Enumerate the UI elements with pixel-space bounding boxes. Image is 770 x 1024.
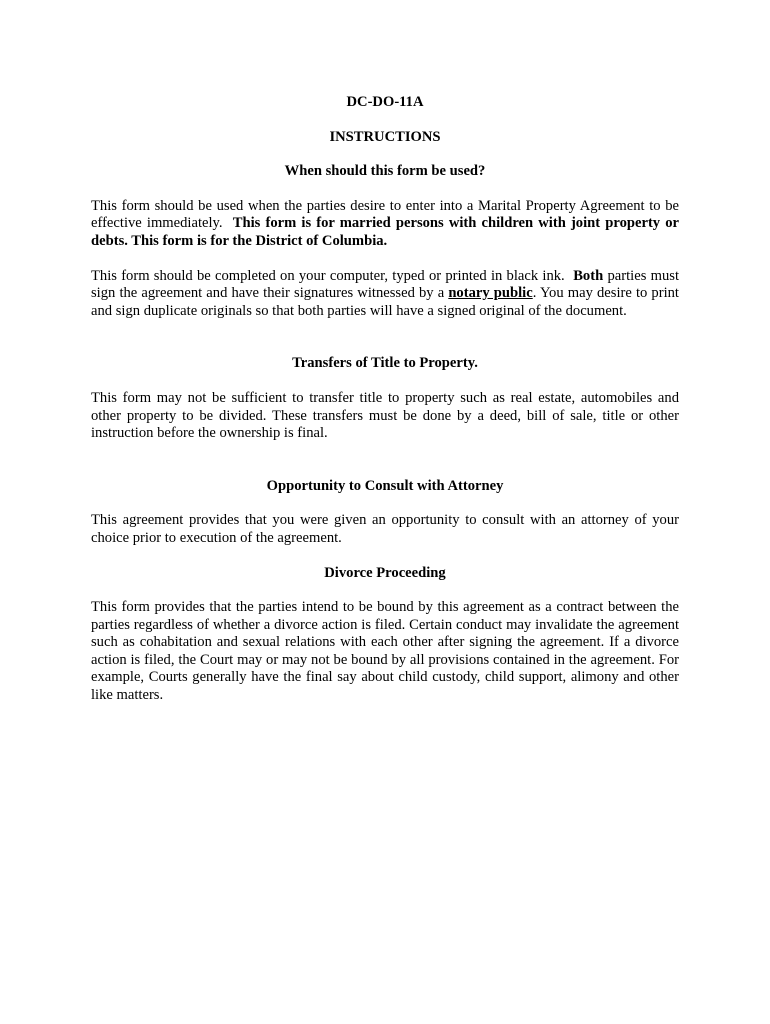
form-code: DC-DO-11A	[346, 94, 424, 110]
bold-segment: Both	[573, 267, 604, 284]
text-segment: This form should be used when the parties desire to enter into a Marital Property Agreement to be effective immediately.	[91, 197, 679, 232]
paragraph-when-used-2	[91, 268, 679, 321]
notary-public-emphasis: notary public	[448, 285, 533, 302]
section-heading-attorney: Opportunity to Consult with Attorney	[266, 477, 504, 494]
paragraph-attorney: This agreement provides that you were given an opportunity to consult with an attorney of your choice prior to execution of the agreement.	[91, 512, 679, 546]
bold-segment: This form is for married persons with children with joint property or debts. This form is for the District of Columbia.	[91, 215, 679, 249]
paragraph-divorce: This form provides that the parties intend to be bound by this agreement as a contract between the parties regardless of whether a divorce action is filed. Certain conduct may invalidate the agreement such as cohabitation and sexual relations with each other after signing the agreement. If a divorce action is filed, the Court may or may not be bound by all provisions contained in the agreement. For example, Courts generally have the final say about child custody, child support, alimony and other like matters.	[91, 599, 679, 704]
paragraph-when-used-1	[91, 198, 679, 251]
document-title: INSTRUCTIONS	[329, 128, 441, 145]
paragraph-transfers: This form may not be sufficient to transfer title to property such as real estate, automobiles and other property to be divided. These transfers must be done by a deed, bill of sale, title or other instruction before the ownership is final.	[91, 389, 679, 442]
text-segment: . You may desire to print and sign duplicate originals so that both parties will have a signed original of the document.	[91, 285, 679, 319]
document-content	[91, 94, 679, 705]
text-segment: parties must sign the agreement and have their signatures witnessed by a	[91, 267, 679, 302]
text-segment: This form should be completed on your computer, typed or printed in black ink.	[91, 267, 565, 284]
section-heading-transfers: Transfers of Title to Property.	[292, 355, 478, 372]
section-heading-divorce: Divorce Proceeding	[324, 564, 446, 581]
section-heading-when-used: When should this form be used?	[284, 163, 486, 180]
